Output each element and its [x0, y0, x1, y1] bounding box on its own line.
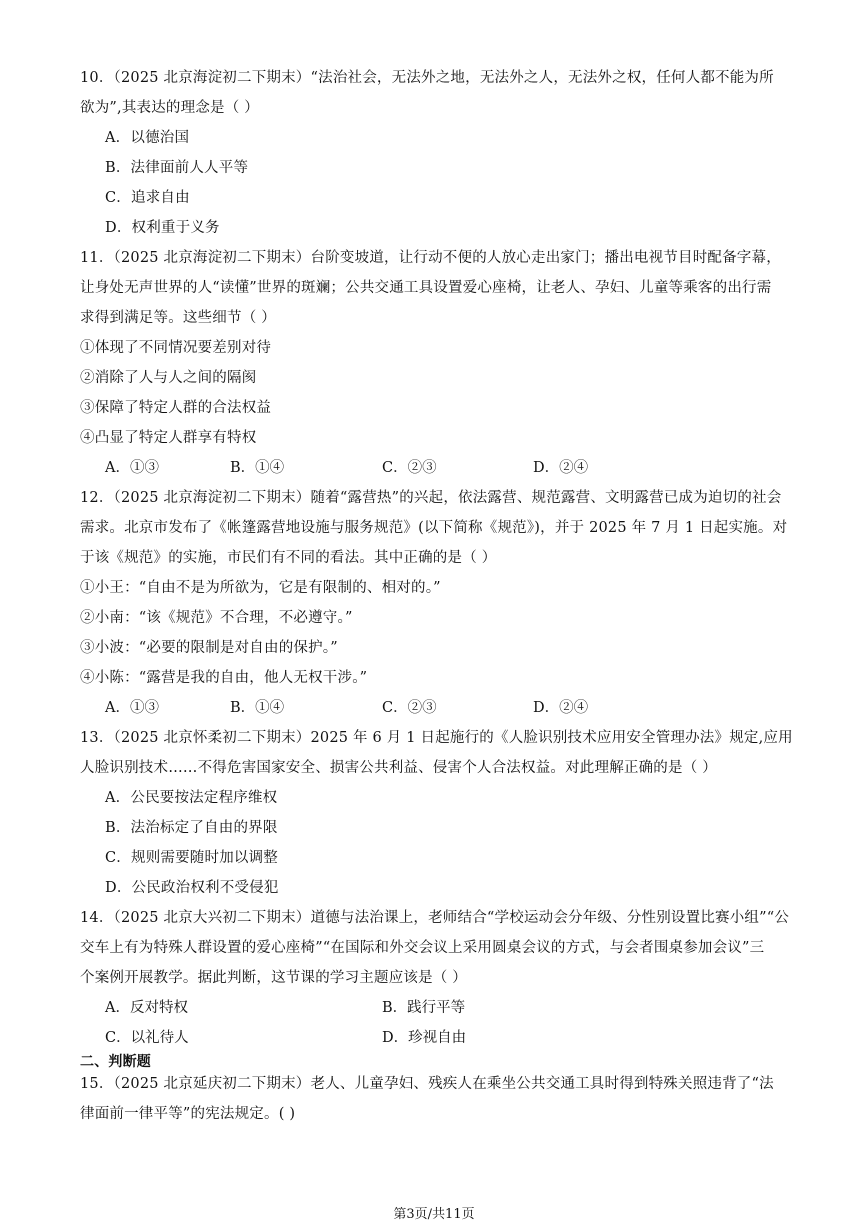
q13-stem-line-1: 13．（2025 北京怀柔初二下期末）2025 年 6 月 1 日起施行的《人脸识别技术应用安全管理办法》规定,应用: [80, 730, 793, 746]
q12-stem-line-2: 需求。北京市发布了《帐篷露营地设施与服务规范》(以下简称《规范》)，并于 2025 年 7 月 1 日起实施。对: [80, 520, 788, 536]
q10-stem-line-1: 10．（2025 北京海淀初二下期末）“法治社会，无法外之地，无法外之人，无法外之权，任何人都不能为所: [80, 70, 774, 86]
q11-item-3: ③保障了特定人群的合法权益: [80, 400, 272, 416]
q12-item-2: ②小南：“该《规范》不合理，不必遵守。”: [80, 610, 353, 626]
q14-option-c[interactable]: C．以礼待人: [105, 1030, 189, 1046]
q12-option-c[interactable]: C．②③: [382, 700, 437, 716]
q12-item-4: ④小陈：“露营是我的自由，他人无权干涉。”: [80, 670, 368, 686]
q13-option-b[interactable]: B．法治标定了自由的界限: [105, 820, 278, 836]
q11-option-b[interactable]: B．①④: [230, 460, 285, 476]
q15-stem-line-1: 15．（2025 北京延庆初二下期末）老人、儿童孕妇、残疾人在乘坐公共交通工具时得到特殊关照违背了“法: [80, 1076, 774, 1092]
q11-item-2: ②消除了人与人之间的隔阂: [80, 370, 257, 386]
q12-option-b[interactable]: B．①④: [230, 700, 285, 716]
q12-item-3: ③小波：“必要的限制是对自由的保护。”: [80, 640, 338, 656]
q12-option-d[interactable]: D．②④: [533, 700, 589, 716]
page-number: 第3页/共11页: [393, 1207, 475, 1222]
q13-stem-line-2: 人脸识别技术……不得危害国家安全、损害公共利益、侵害个人合法权益。对此理解正确的是（ ）: [80, 760, 717, 776]
q12-option-a[interactable]: A．①③: [105, 700, 159, 716]
q11-option-d[interactable]: D．②④: [533, 460, 589, 476]
q12-stem-line-1: 12．（2025 北京海淀初二下期末）随着“露营热”的兴起，依法露营、规范露营、文明露营已成为迫切的社会: [80, 490, 782, 506]
q14-stem-line-1: 14．（2025 北京大兴初二下期末）道德与法治课上，老师结合“学校运动会分年级、分性别设置比赛小组”“公: [80, 910, 790, 926]
q14-option-a[interactable]: A．反对特权: [105, 1000, 188, 1016]
q10-option-a[interactable]: A．以德治国: [105, 130, 190, 146]
q11-option-a[interactable]: A．①③: [105, 460, 159, 476]
q13-option-c[interactable]: C．规则需要随时加以调整: [105, 850, 278, 866]
q11-option-c[interactable]: C．②③: [382, 460, 437, 476]
q14-stem-line-2: 交车上有为特殊人群设置的爱心座椅”“在国际和外交会议上采用圆桌会议的方式，与会者围桌参加会议”三: [80, 940, 765, 956]
section-heading-judgement: 二、判断题: [80, 1054, 151, 1070]
q10-option-c[interactable]: C．追求自由: [105, 190, 190, 206]
q15-stem-line-2: 律面前一律平等”的宪法规定。( ): [80, 1106, 296, 1122]
q10-option-b[interactable]: B．法律面前人人平等: [105, 160, 249, 176]
q13-option-d[interactable]: D．公民政治权利不受侵犯: [105, 880, 279, 896]
q12-stem-line-3: 于该《规范》的实施，市民们有不同的看法。其中正确的是（ ）: [80, 550, 497, 566]
q11-stem-line-1: 11．（2025 北京海淀初二下期末）台阶变坡道，让行动不便的人放心走出家门；播出电视节目时配备字幕，: [80, 250, 781, 266]
q12-item-1: ①小王：“自由不是为所欲为，它是有限制的、相对的。”: [80, 580, 441, 596]
q13-option-a[interactable]: A．公民要按法定程序维权: [105, 790, 278, 806]
q14-stem-line-3: 个案例开展教学。据此判断，这节课的学习主题应该是（ ）: [80, 970, 468, 986]
q14-option-b[interactable]: B．践行平等: [382, 1000, 466, 1016]
q11-item-1: ①体现了不同情况要差别对待: [80, 340, 272, 356]
q14-option-d[interactable]: D．珍视自由: [382, 1030, 467, 1046]
q10-stem-line-2: 欲为”,其表达的理念是（ ）: [80, 100, 259, 116]
q11-stem-line-3: 求得到满足等。这些细节（ ）: [80, 310, 276, 326]
q11-stem-line-2: 让身处无声世界的人“读懂”世界的斑斓；公共交通工具设置爱心座椅，让老人、孕妇、儿童等乘客的出行需: [80, 280, 772, 296]
q11-item-4: ④凸显了特定人群享有特权: [80, 430, 257, 446]
q10-option-d[interactable]: D．权利重于义务: [105, 220, 220, 236]
